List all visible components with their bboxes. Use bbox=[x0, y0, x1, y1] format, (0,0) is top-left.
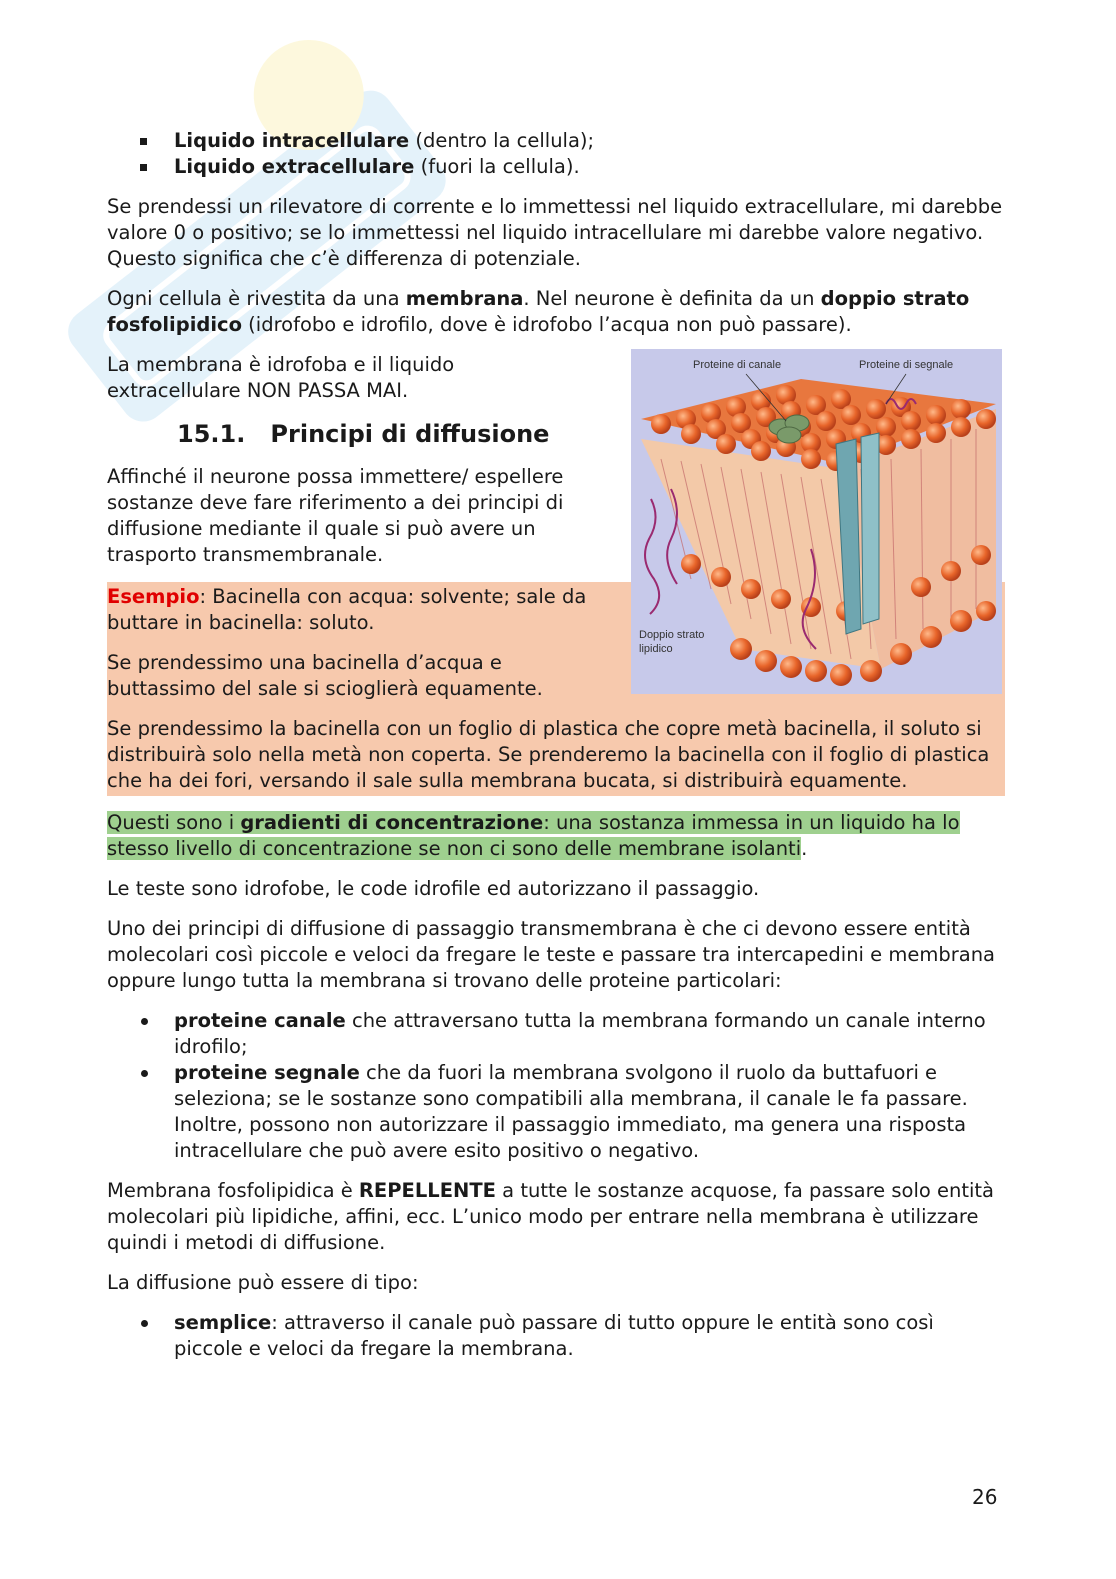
paragraph-hydrophobic: La membrana è idrofoba e il liquido extracellulare NON PASSA MAI. bbox=[107, 353, 455, 402]
protein-list bbox=[107, 1008, 1005, 1164]
paragraph-diffusion-types: La diffusione può essere di tipo: bbox=[107, 1271, 419, 1294]
fluid-list bbox=[107, 128, 1005, 180]
document-body bbox=[107, 128, 1005, 1376]
paragraph-heads-tails: Le teste sono idrofobe, le code idrofile ed autorizzano il passaggio. bbox=[107, 877, 760, 900]
diffusion-type-list bbox=[107, 1310, 1005, 1362]
paragraph-membrane: Ogni cellula è rivestita da una membrana. Nel neurone è definita da un doppio strato fosfolipidico (idrofobo e idrofilo, dove è idrofobo l’acqua non può passare). bbox=[107, 287, 970, 336]
list-item: semplice: attraverso il canale può passare di tutto oppure le entità sono così piccole e veloci da fregare la membrana. bbox=[107, 1310, 1005, 1362]
example-line: Esempio: Bacinella con acqua: solvente; sale da buttare in bacinella: soluto. bbox=[107, 585, 587, 634]
lipid-bilayer-illustration bbox=[631, 349, 1002, 694]
example-salt: Se prendessimo una bacinella d’acqua e buttassimo del sale si scioglierà equamente. bbox=[107, 651, 543, 700]
label-bilayer-1: Doppio strato bbox=[639, 629, 705, 641]
list-item: Liquido extracellulare (fuori la cellula). bbox=[107, 154, 1005, 180]
example-plastic: Se prendessimo la bacinella con un foglio di plastica che copre metà bacinella, il soluto si distribuirà solo nella metà non coperta. Se prenderemo la bacinella con il foglio di plastica che ha dei fori, versando il sale sulla membrana bucata, si distribuirà equamente. bbox=[107, 717, 990, 792]
list-item: proteine segnale che da fuori la membrana svolgono il ruolo da buttafuori e seleziona; se le sostanze sono compatibili alla membrana, il canale le fa passare. Inoltre, possono non autorizzare il passaggio immediato, ma genera una risposta intracellulare che può avere esito positivo o negativo. bbox=[107, 1060, 1005, 1164]
paragraph-diffusion-intro: Affinché il neurone possa immettere/ espellere sostanze deve fare riferimento a dei principi di diffusione mediante il quale si può avere un trasporto transmembranale. bbox=[107, 465, 564, 566]
paragraph-transmembrane: Uno dei principi di diffusione di passaggio transmembrana è che ci devono essere entità molecolari così piccole e veloci da fregare le teste e passare tra intercapedini e membrana oppure lungo tutta la membrana si trovano delle proteine particolari: bbox=[107, 917, 996, 992]
paragraph-current-detector: Se prendessi un rilevatore di corrente e lo immettessi nel liquido extracellulare, mi darebbe valore 0 o positivo; se lo immettessi nel liquido intracellulare mi darebbe valore negativo. Questo significa che c’è differenza di potenziale. bbox=[107, 195, 1003, 270]
paragraph-repellent: Membrana fosfolipidica è REPELLENTE a tutte le sostanze acquose, fa passare solo entità molecolari più lipidiche, affini, ecc. L’unico modo per entrare nella membrana è utilizzare quindi i metodi di diffusione. bbox=[107, 1179, 995, 1254]
label-channel-protein: Proteine di canale bbox=[693, 359, 782, 371]
label-signal-protein: Proteine di segnale bbox=[859, 359, 954, 371]
membrane-figure bbox=[631, 349, 1002, 694]
label-bilayer-2: lipidico bbox=[639, 643, 673, 655]
example-label: Esempio bbox=[107, 585, 200, 608]
list-item: Liquido intracellulare (dentro la cellula); bbox=[107, 128, 1005, 154]
section-heading: 15.1. Principi di diffusione bbox=[177, 420, 550, 448]
page-number: 26 bbox=[972, 1485, 998, 1509]
list-item: proteine canale che attraversano tutta la membrana formando un canale interno idrofilo; bbox=[107, 1008, 1005, 1060]
paragraph-gradient: Questi sono i gradienti di concentrazione: una sostanza immessa in un liquido ha lo stesso livello di concentrazione se non ci sono delle membrane isolanti. bbox=[107, 811, 960, 860]
